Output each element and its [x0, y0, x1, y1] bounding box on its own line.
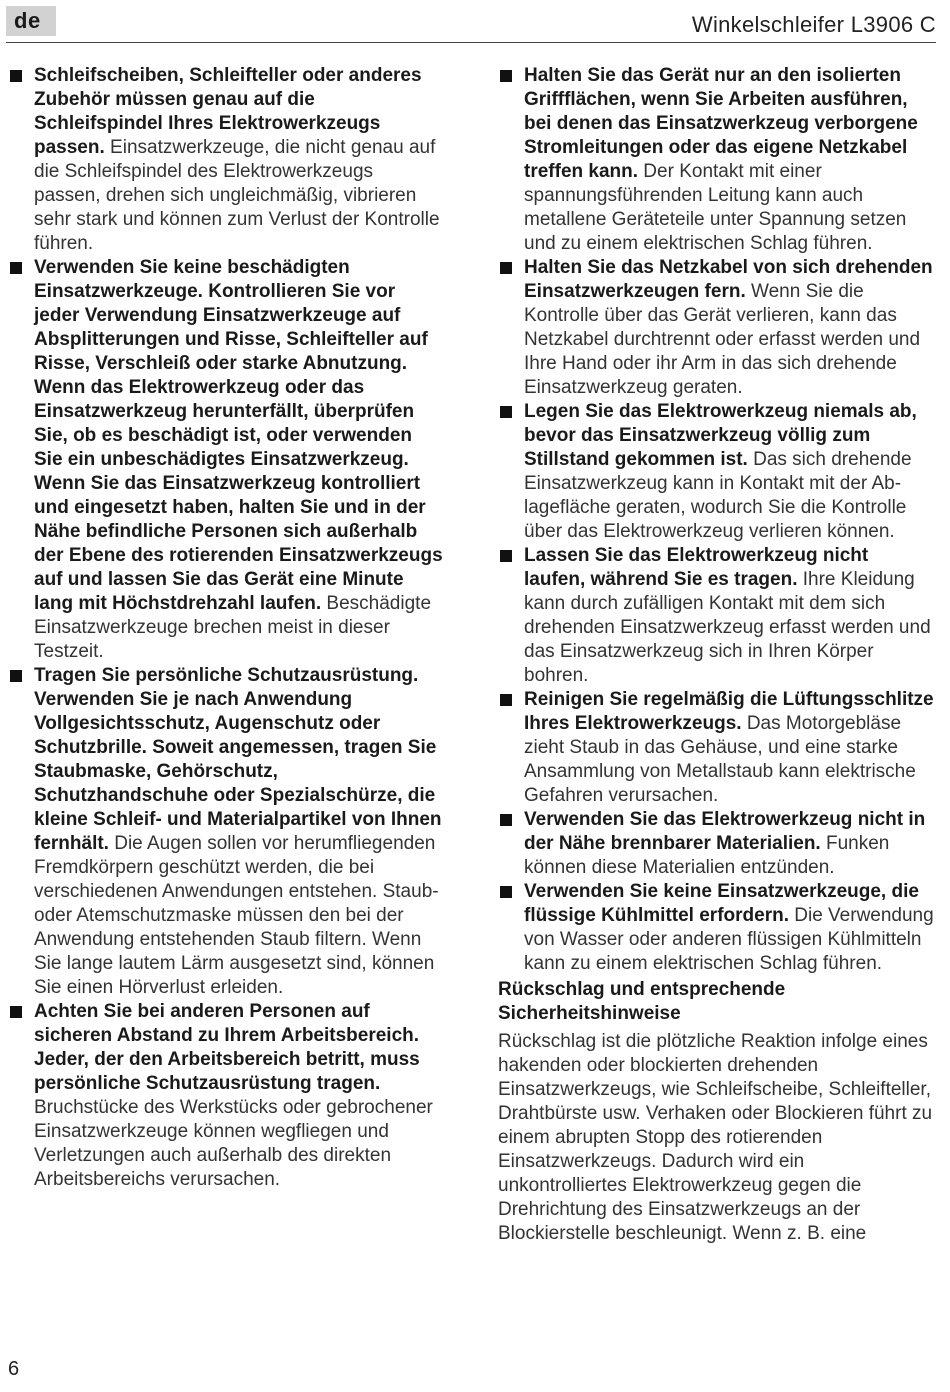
safety-item-lead: Reinigen Sie regelmäßig die Lüftungsschlitze Ihres Elektrowerkzeugs.: [524, 689, 934, 734]
safety-item-detail: Ihre Kleidung kann durch zufälligen Kontakt mit dem sich drehenden Einsatzwerkzeug erfasst werden und das Einsatzwerkzeug sich in Ihren Körper bohren.: [524, 569, 931, 686]
safety-item-detail: Funken können diese Materialien entzünden.: [524, 833, 890, 878]
safety-item: [498, 688, 934, 808]
safety-item-text: [524, 64, 934, 256]
safety-item-detail: Das Motorgebläse zieht Staub in das Gehäuse, und eine starke Ansammlung von Metallstaub kann elektrische Gefahren verursachen.: [524, 713, 916, 806]
square-bullet-icon: [500, 70, 512, 82]
safety-item-detail: Das sich drehende Einsatzwerkzeug kann in Kontakt mit der Ablagefläche geraten, wodurch Sie die Kontrolle über das Elektrowerkzeug verlieren können.: [524, 449, 912, 542]
safety-item-detail: Die Verwendung von Wasser oder anderen flüssigen Kühlmitteln kann zu einem elektrischen Schlag führen.: [524, 905, 934, 974]
safety-item-text: [524, 688, 934, 808]
square-bullet-icon: [10, 1006, 22, 1018]
safety-item-lead: Halten Sie das Netzkabel von sich drehenden Einsatzwerkzeugen fern.: [524, 257, 933, 302]
safety-item: [498, 256, 934, 400]
safety-item: [498, 880, 934, 976]
square-bullet-icon: [500, 694, 512, 706]
square-bullet-icon: [10, 670, 22, 682]
square-bullet-icon: [500, 814, 512, 826]
section-heading: Rückschlag und entsprechende Sicherheitshinweise: [498, 979, 786, 1024]
safety-item: [498, 400, 934, 544]
safety-item: [8, 256, 444, 664]
header-divider: [6, 42, 936, 43]
safety-item: [498, 808, 934, 880]
safety-item-detail: Die Augen sollen vor herumfliegenden Fremdkörpern geschützt werden, die bei verschiedenen Anwendungen entstehen. Staub- oder Atemschutzmaske müssen den bei der Anwendung entstehenden Staub filtern. Wenn Sie lange lautem Lärm ausgesetzt sind, können Sie einen Hörverlust erleiden.: [34, 833, 439, 998]
document-title: Winkelschleifer L3906 C: [691, 12, 936, 37]
safety-item-text: [34, 64, 444, 256]
safety-item: [8, 64, 444, 256]
safety-item-text: [524, 544, 934, 688]
safety-item: [498, 544, 934, 688]
safety-item-text: [524, 400, 934, 544]
safety-item-text: [524, 808, 934, 880]
safety-item-detail: Wenn Sie die Kontrolle über das Gerät verlieren, kann das Netzkabel durchtrennt oder erfasst werden und Ihre Hand oder ihr Arm in das sich drehende Einsatzwerkzeug geraten.: [524, 281, 921, 398]
safety-item-text: [524, 880, 934, 976]
square-bullet-icon: [500, 550, 512, 562]
safety-item-detail: Der Kontakt mit einer spannungsführenden Leitung kann auch metallene Geräteteile unter Spannung setzen und zu einem elektrischen Schlag führen.: [524, 161, 907, 254]
safety-item-lead: Halten Sie das Gerät nur an den isolierten Griffflächen, wenn Sie Arbeiten ausführen, bei denen das Einsatzwerkzeug verborgene Stromleitungen oder das eigene Netzkabel treffen kann.: [524, 65, 918, 182]
safety-item: [8, 664, 444, 1000]
safety-item-detail: Bruchstücke des Werkstücks oder gebrochener Einsatzwerkzeuge können wegfliegen und Verletzungen auch außerhalb des direkten Arbeitsbereichs verursachen.: [34, 1097, 433, 1190]
page-number: 6: [8, 1358, 20, 1380]
safety-item: [8, 1000, 444, 1192]
square-bullet-icon: [500, 406, 512, 418]
square-bullet-icon: [10, 70, 22, 82]
safety-item-lead: Tragen Sie persönliche Schutzausrüstung. Verwenden Sie je nach Anwendung Vollgesichtsschutz, Augenschutz oder Schutzbrille. Soweit angemessen, tragen Sie Staubmaske, Gehörschutz, Schutzhandschuhe oder Spezialschürze, die kleine Schleif- und Materialpartikel von Ihnen fernhält.: [34, 665, 442, 854]
safety-item-detail: Beschädigte Einsatzwerkzeuge brechen meist in dieser Testzeit.: [34, 593, 432, 662]
right-column: [498, 64, 934, 1246]
safety-item-text: [34, 1000, 444, 1192]
safety-item-lead: Lassen Sie das Elektrowerkzeug nicht laufen, während Sie es tragen.: [524, 545, 869, 590]
safety-item-lead: Legen Sie das Elektrowerkzeug niemals ab, bevor das Einsatzwerkzeug völlig zum Stillstand gekommen ist.: [524, 401, 917, 470]
safety-item-lead: Verwenden Sie keine beschädigten Einsatzwerkzeuge. Kontrollieren Sie vor jeder Verwendung Einsatzwerkzeuge auf Absplitterungen und Risse, Schleifteller auf Risse, Verschleiß oder starke Abnutzung. Wenn das Elektrowerkzeug oder das Einsatzwerkzeug herunterfällt, überprüfen Sie, ob es beschädigt ist, oder verwenden Sie ein unbeschädigtes Einsatzwerkzeug. Wenn Sie das Einsatzwerkzeug kontrolliert und eingesetzt haben, halten Sie und in der Nähe befindliche Personen sich außerhalb der Ebene des rotierenden Einsatzwerkzeugs auf und lassen Sie das Gerät eine Minute lang mit Höchstdrehzahl laufen.: [34, 257, 443, 614]
square-bullet-icon: [500, 262, 512, 274]
safety-item-text: [34, 664, 444, 1000]
square-bullet-icon: [500, 886, 512, 898]
safety-item-lead: Schleifscheiben, Schleifteller oder anderes Zubehör müssen genau auf die Schleifspindel Ihres Elektrowerkzeugs passen.: [34, 65, 422, 158]
left-column: [8, 64, 444, 1192]
safety-item-text: [34, 256, 444, 664]
safety-item-lead: Verwenden Sie keine Einsatzwerkzeuge, die flüssige Kühlmittel erfordern.: [524, 881, 919, 926]
square-bullet-icon: [10, 262, 22, 274]
safety-item-text: [524, 256, 934, 400]
section-body: Rückschlag ist die plötzliche Reaktion infolge eines hakenden oder blockierten drehenden Einsatzwerkzeugs, wie Schleifscheibe, Schleifteller, Drahtbürste usw. Verhaken oder Blockieren führt zu einem abrupten Stopp des rotierenden Einsatzwerkzeugs. Dadurch wird ein unkontrolliertes Elektrowerkzeug gegen die Drehrichtung des Einsatzwerkzeugs an der Blockierstelle beschleunigt. Wenn z. B. eine: [498, 1031, 933, 1244]
safety-item-lead: Verwenden Sie das Elektrowerkzeug nicht in der Nähe brennbarer Materialien.: [524, 809, 926, 854]
safety-item-lead: Achten Sie bei anderen Personen auf sicheren Abstand zu Ihrem Arbeitsbereich. Jeder, der den Arbeitsbereich betritt, muss persönliche Schutzausrüstung tragen.: [34, 1001, 420, 1094]
safety-item-detail: Einsatzwerkzeuge, die nicht genau auf die Schleifspindel des Elektrowerkzeugs passen, drehen sich ungleichmäßig, vibrieren sehr stark und können zum Verlust der Kontrolle führen.: [34, 137, 440, 254]
language-badge: de: [6, 6, 56, 36]
safety-item: [498, 64, 934, 256]
